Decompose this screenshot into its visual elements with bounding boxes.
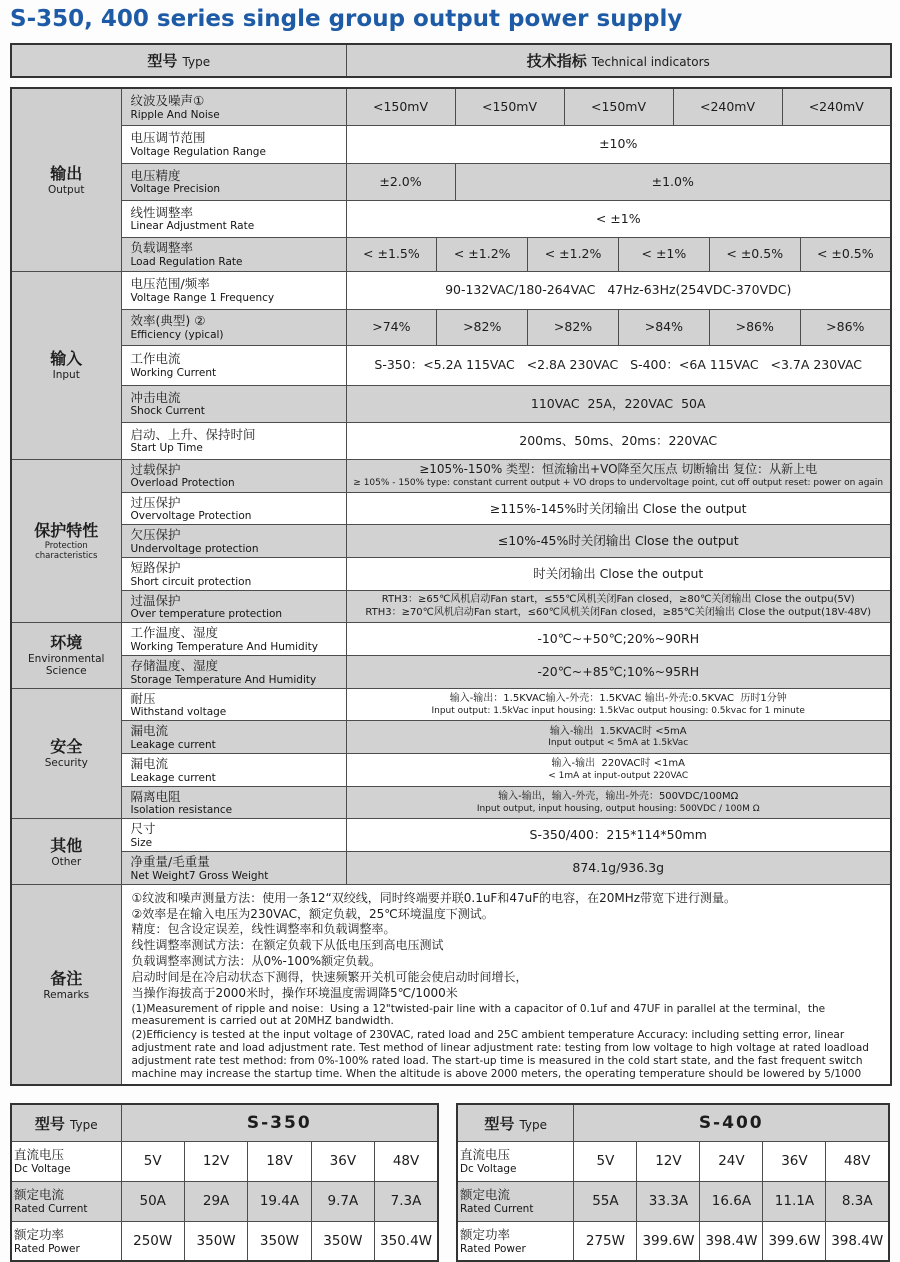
row-label-voltage-precision: 电压精度 Voltage Precision [121, 163, 346, 200]
page-title: S-350, 400 series single group output power supply [10, 6, 683, 32]
row-label-efficiency: 效率(典型) ② Efficiency (ypical) [121, 309, 346, 345]
remark-zh-1: ①纹波和噪声测量方法：使用一条12“双绞线，同时终端要并联0.1uF和47uF的电容，在20MHz带宽下进行测量。 [131, 890, 737, 905]
row-label-working-temperature: 工作温度、湿度 Working Temperature And Humidity [121, 623, 346, 656]
row-label-overvoltage: 过压保护 Overvoltage Protection [121, 492, 346, 525]
efficiency-value-1: >74% [346, 309, 437, 345]
voltage-range-value: 90-132VAC/180-264VAC 47Hz-63Hz(254VDC-370VDC) [346, 271, 891, 309]
shock-current-value: 110VAC 25A，220VAC 50A [346, 385, 891, 422]
row-label-withstand-voltage: 耐压 Withstand voltage [121, 688, 346, 721]
s350-dc-voltage-4: 36V [311, 1141, 374, 1181]
row-label-linear-adjustment: 线性调整率 Linear Adjustment Rate [121, 200, 346, 237]
row-label-over-temperature: 过温保护 Over temperature protection [121, 590, 346, 623]
s400-dc-voltage-4: 36V [763, 1141, 826, 1181]
s350-rated-current-1: 50A [121, 1181, 184, 1221]
row-label-undervoltage: 欠压保护 Undervoltage protection [121, 525, 346, 558]
efficiency-value-5: >86% [709, 309, 800, 345]
remarks-content [121, 884, 891, 1085]
s350-rated-power-1: 250W [121, 1221, 184, 1261]
remark-zh-3: 精度：包含设定误差，线性调整率和负载调整率。 [131, 922, 396, 937]
s400-table [456, 1103, 890, 1262]
leakage-current-2-value: 输入-输出 220VAC时 <1mA < 1mA at input-output 220VAC [346, 754, 891, 787]
remark-zh-7: 当操作海拔高于2000米时，操作环境温度需调降5℃/1000米 [131, 985, 458, 1000]
s400-model-name: S-400 [574, 1104, 889, 1141]
row-label-isolation-resistance: 隔离电阻 Isolation resistance [121, 786, 346, 819]
size-value: S-350/400：215*114*50mm [346, 819, 891, 852]
voltage-regulation-value: ±10% [346, 125, 891, 163]
model-tables [10, 1103, 890, 1262]
s400-rated-power-4: 399.6W [763, 1221, 826, 1261]
group-input: 输入 Input [11, 271, 121, 459]
table-gap [439, 1103, 456, 1262]
efficiency-value-4: >84% [618, 309, 709, 345]
row-label-working-current: 工作电流 Working Current [121, 345, 346, 385]
storage-temperature-value: -20℃~+85℃;10%~95RH [346, 655, 891, 688]
group-remarks: 备注 Remarks [11, 884, 121, 1085]
s350-model-name: S-350 [121, 1104, 438, 1141]
row-label-overload: 过载保护 Overload Protection [121, 459, 346, 492]
s400-rated-power-1: 275W [574, 1221, 637, 1261]
efficiency-value-3: >82% [528, 309, 619, 345]
s400-type-cell: 型号 Type [457, 1104, 574, 1141]
s350-dc-voltage-label: 直流电压 Dc Voltage [11, 1141, 121, 1181]
row-label-load-regulation: 负载调整率 Load Regulation Rate [121, 237, 346, 271]
s350-rated-power-label: 额定功率 Rated Power [11, 1221, 121, 1261]
ripple-value-5: <240mV [782, 88, 891, 125]
load-regulation-value-2: < ±1.2% [437, 237, 528, 271]
s350-dc-voltage-3: 18V [248, 1141, 311, 1181]
row-label-size: 尺寸 Size [121, 819, 346, 852]
s350-rated-current-4: 9.7A [311, 1181, 374, 1221]
header-indicators-en: Technical indicators [591, 55, 710, 69]
ripple-value-3: <150mV [564, 88, 673, 125]
row-label-net-weight: 净重量/毛重量 Net Weight7 Gross Weight [121, 852, 346, 885]
s350-table [10, 1103, 439, 1262]
withstand-voltage-value: 输入-输出：1.5KVAC输入-外壳：1.5KVAC 输出-外壳:0.5KVAC 历时1分钟 Input output: 1.5kVac input housing: 1.5kVac output housing: 0.5kvac for 1 minute [346, 688, 891, 721]
header-indicators-cell [346, 44, 891, 77]
header-type-en: Type [182, 55, 211, 69]
s400-rated-current-4: 11.1A [763, 1181, 826, 1221]
s350-rated-current-label: 额定电流 Rated Current [11, 1181, 121, 1221]
row-label-shock-current: 冲击电流 Shock Current [121, 385, 346, 422]
row-label-leakage-current-1: 漏电流 Leakage current [121, 721, 346, 754]
s350-rated-power-2: 350W [184, 1221, 247, 1261]
load-regulation-value-1: < ±1.5% [346, 237, 437, 271]
remark-en-1: (1)Measurement of ripple and noise：Using a 12"twisted-pair line with a capacitor of 0.1uf and 47UF in parallel at the terminal，the measurement is carried out at 20MHZ bandwidth. [131, 1002, 829, 1028]
row-label-storage-temperature: 存储温度、湿度 Storage Temperature And Humidity [121, 655, 346, 688]
group-security: 安全 Security [11, 688, 121, 819]
s400-rated-current-5: 8.3A [826, 1181, 889, 1221]
s400-dc-voltage-3: 24V [700, 1141, 763, 1181]
page [0, 6, 900, 1262]
header-type-zh: 型号 [147, 52, 178, 70]
row-label-ripple: 纹波及噪声① Ripple And Noise [121, 88, 346, 125]
s400-rated-current-1: 55A [574, 1181, 637, 1221]
remark-zh-5: 负载调整率测试方法：从0%-100%额定负载。 [131, 954, 382, 969]
remark-zh-6: 启动时间是在冷启动状态下测得，快速频繁开关机可能会使启动时间增长， [131, 969, 528, 984]
undervoltage-value: ≤10%-45%时关闭输出 Close the output [346, 525, 891, 558]
s400-rated-current-2: 33.3A [637, 1181, 700, 1221]
row-label-leakage-current-2: 漏电流 Leakage current [121, 754, 346, 787]
linear-adjustment-value: < ±1% [346, 200, 891, 237]
s400-rated-current-3: 16.6A [700, 1181, 763, 1221]
working-current-value: S-350：<5.2A 115VAC <2.8A 230VAC S-400：<6A 115VAC <3.7A 230VAC [346, 345, 891, 385]
overload-value: ≥105%-150% 类型：恒流输出+VO降至欠压点 切断输出 复位：从新上电 ≥ 105% - 150% type: constant current output + VO drops to undervoltage point, cut off output reset: power on again [346, 459, 891, 492]
ripple-value-1: <150mV [346, 88, 455, 125]
s350-rated-current-2: 29A [184, 1181, 247, 1221]
s400-rated-power-label: 额定功率 Rated Power [457, 1221, 574, 1261]
group-output: 输出 Output [11, 88, 121, 271]
short-circuit-value: 时关闭输出 Close the output [346, 557, 891, 590]
group-environment: 环境 Environmental Science [11, 623, 121, 688]
s400-rated-power-3: 398.4W [700, 1221, 763, 1261]
voltage-precision-value-2: ±1.0% [455, 163, 891, 200]
s400-dc-voltage-2: 12V [637, 1141, 700, 1181]
load-regulation-value-5: < ±0.5% [709, 237, 800, 271]
header-indicators-zh: 技术指标 [526, 52, 587, 70]
s350-type-cell: 型号 Type [11, 1104, 121, 1141]
ripple-value-4: <240mV [673, 88, 782, 125]
s400-dc-voltage-5: 48V [826, 1141, 889, 1181]
s350-rated-power-5: 350.4W [375, 1221, 438, 1261]
isolation-resistance-value: 输入-输出，输入-外壳，输出-外壳：500VDC/100MΩ Input output, input housing, output housing: 500VDC / 100M Ω [346, 786, 891, 819]
row-label-voltage-regulation: 电压调节范围 Voltage Regulation Range [121, 125, 346, 163]
row-label-startup-time: 启动、上升、保持时间 Start Up Time [121, 422, 346, 459]
ripple-value-2: <150mV [455, 88, 564, 125]
load-regulation-value-3: < ±1.2% [528, 237, 619, 271]
efficiency-value-2: >82% [437, 309, 528, 345]
group-other: 其他 Other [11, 819, 121, 884]
startup-time-value: 200ms、50ms、20ms：220VAC [346, 422, 891, 459]
leakage-current-1-value: 输入-输出 1.5KVAC时 <5mA Input output < 5mA at 1.5kVac [346, 721, 891, 754]
s350-dc-voltage-1: 5V [121, 1141, 184, 1181]
load-regulation-value-4: < ±1% [618, 237, 709, 271]
spec-table [10, 87, 892, 1086]
header-type-cell [11, 44, 346, 77]
net-weight-value: 874.1g/936.3g [346, 852, 891, 885]
remark-en-2: (2)Efficiency is tested at the input voltage of 230VAC, rated load and 25C ambient temperature Accuracy: including setting error, linear adjustment rate and load adjustment rate. Test method of linear adjustment rate: testing from low voltage to high voltage at rated loadload adjustment rate test method: from 0%-100% rated load. The start-up time is measured in the cold start state, and the fast frequent switch machine may increase the startup time. When the altitude is above 2000 meters, the operating temperature should be lowered by 5/1000 [131, 1029, 873, 1080]
working-temperature-value: -10℃~+50℃;20%~90RH [346, 623, 891, 656]
row-label-short-circuit: 短路保护 Short circuit protection [121, 557, 346, 590]
s350-rated-current-5: 7.3A [375, 1181, 438, 1221]
overvoltage-value: ≥115%-145%时关闭输出 Close the output [346, 492, 891, 525]
remark-zh-4: 线性调整率测试方法：在额定负载下从低电压到高电压测试 [131, 938, 444, 953]
over-temperature-value: RTH3：≥65℃风机启动Fan start，≤55℃风机关闭Fan closed，≥80℃关闭输出 Close the outpu(5V) RTH3：≥70℃风机启动Fan start，≤60℃风机关闭Fan closed，≥85℃关闭输出 Close the output(18V-48V) [346, 590, 891, 623]
s400-dc-voltage-1: 5V [574, 1141, 637, 1181]
row-label-voltage-range: 电压范围/频率 Voltage Range 1 Frequency [121, 271, 346, 309]
s350-rated-current-3: 19.4A [248, 1181, 311, 1221]
group-protection: 保护特性 Protection characteristics [11, 459, 121, 623]
remark-zh-2: ②效率是在输入电压为230VAC，额定负载，25℃环境温度下测试。 [131, 906, 494, 921]
header-table [10, 43, 892, 78]
voltage-precision-value-1: ±2.0% [346, 163, 455, 200]
s400-rated-power-5: 398.4W [826, 1221, 889, 1261]
s400-rated-power-2: 399.6W [637, 1221, 700, 1261]
efficiency-value-6: >86% [800, 309, 891, 345]
load-regulation-value-6: < ±0.5% [800, 237, 891, 271]
s400-rated-current-label: 额定电流 Rated Current [457, 1181, 574, 1221]
s400-dc-voltage-label: 直流电压 Dc Voltage [457, 1141, 574, 1181]
s350-rated-power-3: 350W [248, 1221, 311, 1261]
s350-rated-power-4: 350W [311, 1221, 374, 1261]
s350-dc-voltage-2: 12V [184, 1141, 247, 1181]
s350-dc-voltage-5: 48V [375, 1141, 438, 1181]
